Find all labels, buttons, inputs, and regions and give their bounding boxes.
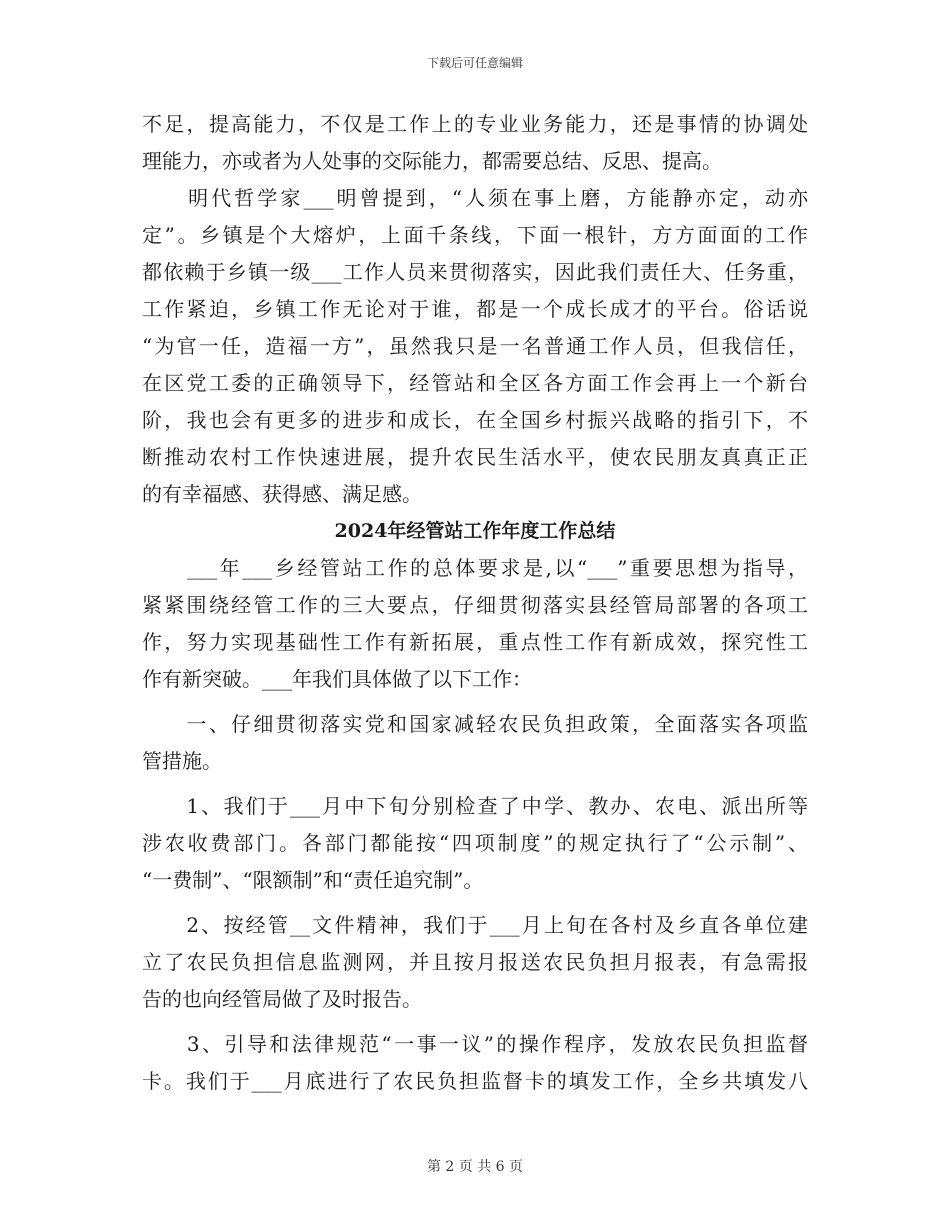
text-line: 不足，提高能力，不仅是工作上的专业业务能力，还是事情的协调处 bbox=[142, 112, 808, 136]
text-line: ___年___乡经管站工作的总体要求是,以“___”重要思想为指导， bbox=[142, 556, 808, 580]
text-line: 紧紧围绕经管工作的三大要点，仔细贯彻落实县经管局部署的各项工 bbox=[142, 593, 808, 617]
text-line: 3、引导和法律规范“一事一议”的操作程序，发放农民负担监督 bbox=[142, 1032, 808, 1056]
text-line: 作，努力实现基础性工作有新拓展，重点性工作有新成效，探究性工 bbox=[142, 630, 808, 654]
text-line: 的有幸福感、获得感、满足感。 bbox=[142, 482, 422, 506]
text-line: “一费制”、“限额制”和“责任追究制”。 bbox=[142, 868, 484, 892]
page-header: 下载后可任意编辑 bbox=[426, 56, 523, 70]
text-line: 定”。乡镇是个大熔炉，上面千条线，下面一根针，方方面面的工作 bbox=[142, 223, 808, 247]
text-line: 管措施。 bbox=[142, 749, 222, 773]
text-line: 工作紧迫，乡镇工作无论对于谁，都是一个成长成才的平台。俗话说 bbox=[142, 297, 808, 321]
section-title: 2024年经管站工作年度工作总结 bbox=[334, 520, 616, 542]
text-line: 告的也向经管局做了及时报告。 bbox=[142, 987, 422, 1011]
document-body bbox=[142, 106, 808, 1100]
text-line: 都依赖于乡镇一级___工作人员来贯彻落实，因此我们责任大、任务重， bbox=[142, 260, 808, 284]
text-line: 阶，我也会有更多的进步和成长，在全国乡村振兴战略的指引下，不 bbox=[142, 408, 808, 432]
text-line: 2、按经管__文件精神，我们于___月上旬在各村及乡直各单位建 bbox=[142, 913, 808, 937]
text-line: 卡。我们于___月底进行了农民负担监督卡的填发工作，全乡共填发八 bbox=[142, 1069, 808, 1093]
text-line: 立了农民负担信息监测网，并且按月报送农民负担月报表，有急需报 bbox=[142, 950, 808, 974]
text-line: 在区党工委的正确领导下，经管站和全区各方面工作会再上一个新台 bbox=[142, 371, 808, 395]
text-line: 作有新突破。___年我们具体做了以下工作： bbox=[142, 667, 532, 691]
text-line: 明代哲学家___明曾提到，“人须在事上磨，方能静亦定，动亦 bbox=[142, 186, 808, 210]
text-line: 涉农收费部门。各部门都能按“四项制度”的规定执行了“公示制”、 bbox=[142, 831, 808, 855]
text-line: “为官一任，造福一方”，虽然我只是一名普通工作人员，但我信任， bbox=[142, 334, 808, 358]
text-line: 1、我们于___月中下旬分别检查了中学、教办、农电、派出所等 bbox=[142, 794, 808, 818]
text-line: 断推动农村工作快速进展，提升农民生活水平，使农民朋友真真正正 bbox=[142, 445, 808, 469]
text-line: 理能力，亦或者为人处事的交际能力，都需要总结、反思、提高。 bbox=[142, 149, 722, 173]
text-line: 一、仔细贯彻落实党和国家减轻农民负担政策，全面落实各项监 bbox=[142, 712, 808, 736]
page-number: 第 2 页 共 6 页 bbox=[426, 1159, 524, 1175]
